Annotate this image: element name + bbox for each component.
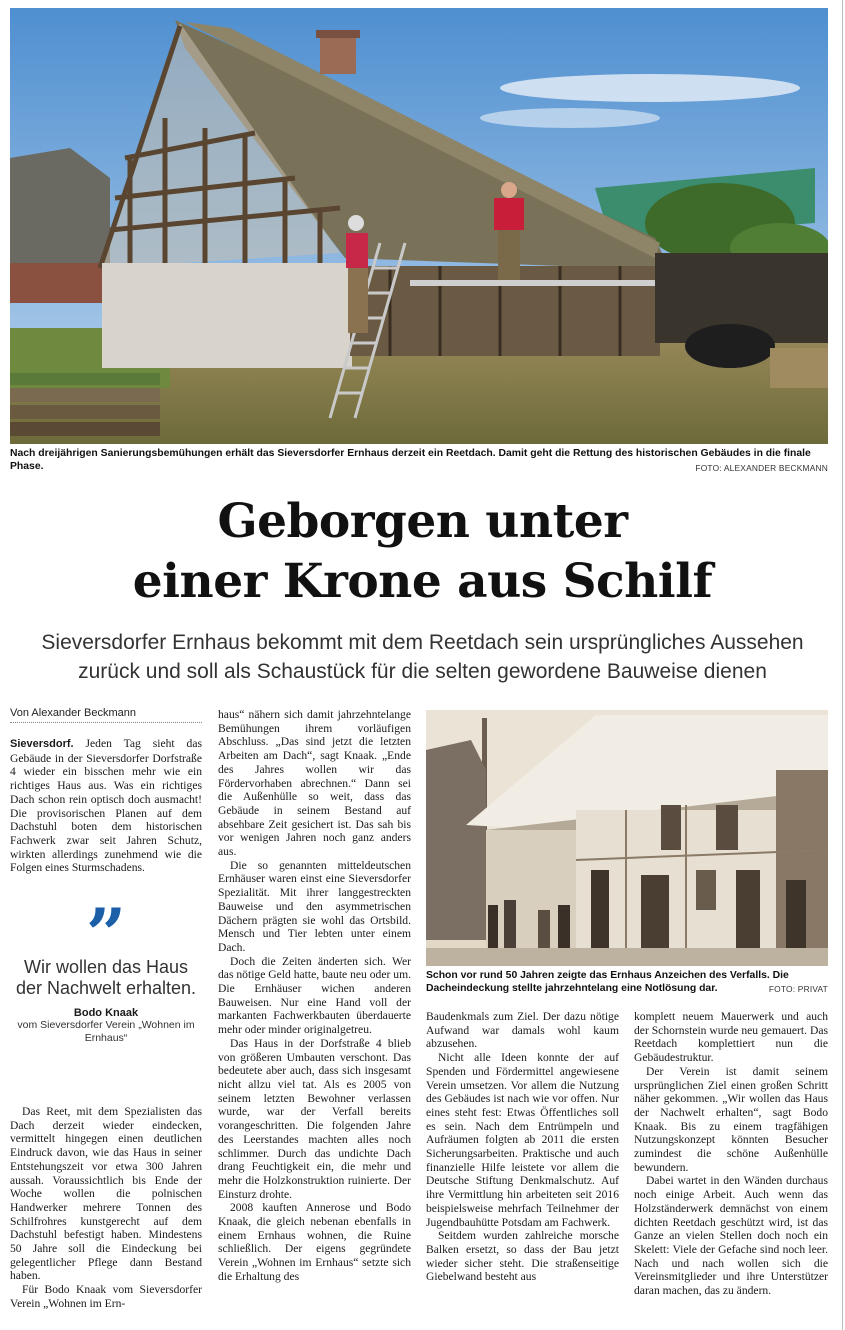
historic-photo-credit: FOTO: PRIVAT (768, 984, 828, 994)
quote-author: Bodo Knaak (73, 1007, 139, 1019)
article-column-1-continued (10, 1105, 202, 1311)
dateline: Sieversdorf. (10, 738, 74, 750)
paragraph: Doch die Zeiten änderten sich. Wer das nötige Geld hatte, baute neu oder um. Die Ernhäuser wichen anderen Bauweisen. Nur eine Hand voll der markanten Fachwerkbauten überdauerte mehr oder minder originalgetreu. (218, 954, 411, 1037)
paragraph: Für Bodo Knaak vom Sieversdorfer Verein „Wohnen im Ern- (10, 1283, 202, 1310)
article-column-2 (218, 708, 411, 1284)
paragraph: haus“ nähern sich damit jahrzehntelange Bemühungen ihrem vorläufigen Abschluss. „Das sind jetzt die letzten Arbeiten am Dach“, sagt Knaak. „Ende des Jahres wollen wir das Fördervorhaben abrechnen.“ Dann sei die Außenhülle so weit, dass das Gebäude in seinem Bestand auf absehbare Zeit gesichert ist. Das sah bis vor wenigen Jahren noch ganz anders aus. (218, 708, 411, 859)
top-photo-credit: FOTO: ALEXANDER BECKMANN (695, 463, 828, 473)
paragraph: komplett neuem Mauerwerk und auch der Schornstein wurde neu gemauert. Das Reetdach komplettiert nun die Gebäudestruktur. (634, 1010, 828, 1065)
paragraph: Die so genannten mitteldeutschen Ernhäuser waren einst eine Sieversdorfer Spezialität. Mit ihrer langgestreckten Bauweise und den asymmetrischen Dächern prägten sie wohl das Ortsbild. Mensch und Tier lebten unter einem Dach. (218, 858, 411, 954)
paragraph-text: Jeden Tag sieht das Gebäude in der Sieversdorfer Dorfstraße 4 wieder ein bisschen mehr wie ein richtiges Haus aus. Was ein richtiges Dach schon rein optisch doch ausmacht! Die provisorischen Planen auf dem Dachstuhl boten dem historischen Fachwerk zwar seit Jahren Schutz, wirkten allerdings zunehmend wie die Folgen eines Sturmschadens. (10, 737, 202, 875)
subheadline-line-1: Sieversdorfer Ernhaus bekommt mit dem Reetdach sein ursprüngliches Aussehen (41, 631, 804, 654)
quote-author-role: vom Sieversdorfer Verein „Wohnen im Ernhaus“ (17, 1019, 195, 1044)
paragraph: 2008 kauften Annerose und Bodo Knaak, die gleich nebenan ebenfalls in einem Ernhaus wohnen, die Ruine schließlich. Der eigens gegründete Verein „Wohnen im Ernhaus“ setzte sich die Erhaltung des (218, 1201, 411, 1283)
paragraph: Seitdem wurden zahlreiche morsche Balken ersetzt, so dass der Bau jetzt wieder sicher steht. Die straßenseitige Giebelwand besteht aus (426, 1229, 619, 1284)
article-column-3 (426, 1010, 619, 1284)
quote-mark-icon: ” (85, 905, 127, 949)
article-column-4 (634, 1010, 828, 1298)
pull-quote (10, 905, 202, 1045)
quote-text: Wir wollen das Haus der Nachwelt erhalten. (15, 957, 197, 998)
historic-photo (426, 710, 828, 966)
historic-photo-caption: Schon vor rund 50 Jahren zeigte das Ernhaus Anzeichen des Verfalls. Die Dacheindeckung stellte jahrzehntelang eine Notlösung dar. (426, 970, 789, 994)
subheadline (0, 628, 845, 686)
byline: Von Alexander Beckmann (10, 707, 202, 723)
paragraph: Der Verein ist damit seinem ursprünglichen Ziel einen großen Schritt näher gekommen. „Wir wollen das Haus der Nachwelt erhalten“, sagt Bodo Knaak. Bis zu einem tragfähigen Nutzungskonzept könnten Besucher zumindest die schöne Außenhülle bewundern. (634, 1064, 828, 1174)
paragraph: Das Reet, mit dem Spezialisten das Dach derzeit wieder eindecken, vermittelt hingegen einen deutlichen Eindruck davon, wie das Haus in seiner Entstehungszeit vor etwa 300 Jahren aussah. Voraussichtlich bis Ende der Woche wollen die polnischen Handwerker mehrere Tonnen des Schilfrohres kunstgerecht auf dem Dachstuhl befestigt haben. Mindestens 50 Jahre soll die Eindeckung bei gelegentlicher Pflege dann Bestand haben. (10, 1105, 202, 1283)
headline (0, 492, 845, 612)
paragraph: Baudenkmals zum Ziel. Der dazu nötige Aufwand war damals wohl kaum abzusehen. (426, 1010, 619, 1051)
paragraph: Nicht alle Ideen konnte der auf Spenden und Fördermittel angewiesene Verein umsetzen. Vor allem die Nutzung des Gebäudes ist nach wie vor offen. Nur eines steht fest: Etwas Öffentliches soll es sein. Nach dem Entrümpeln und Aufräumen folgten ab 2011 die ersten Sicherungsarbeiten. Praktische und auch finanzielle Hilfe leistete vor allem die Deutsche Stiftung Denkmalschutz. Auf ihre Vermittlung hin arbeiteten seit 2016 beispielsweise mehrfach Teilnehmer der Jugendbauhütte Potsdam am Fachwerk. (426, 1051, 619, 1229)
paragraph (10, 737, 202, 875)
top-photo (10, 8, 828, 444)
top-photo-caption: Nach dreijährigen Sanierungsbemühungen erhält das Sieversdorfer Ernhaus derzeit ein Reetdach. Damit geht die Rettung des historischen Gebäudes in die finale Phase. (10, 448, 811, 472)
headline-line-1: Geborgen unter (217, 494, 628, 549)
headline-line-2: einer Krone aus Schilf (132, 554, 713, 609)
subheadline-line-2: zurück und soll als Schaustück für die selten gewordene Bauweise dienen (78, 660, 767, 683)
paragraph: Das Haus in der Dorfstraße 4 blieb von größeren Umbauten verschont. Das bedeutete aber auch, dass sich insgesamt nicht allzu viel tat. Als es 2005 von seinem letzten Bewohner verlassen wurde, war der Verfall bereits vorangeschritten. Die folgenden Jahre des Leerstandes machten alles noch schlimmer. Durch das undichte Dach drang Feuchtigkeit ein, die mehr und mehr die Holzkonstruktion ruinierte. Der Einsturz drohte. (218, 1036, 411, 1201)
article-column-1 (10, 737, 202, 875)
page-edge-rule (842, 0, 843, 1330)
paragraph: Dabei wartet in den Wänden durchaus noch einige Arbeit. Auch wenn das Holzständerwerk demnächst von einem dichten Reetdach geschützt wird, ist das Ganze an vielen Stellen doch noch ein Skelett: Viele der Gefache sind noch leer. Nach und nach wollen sich die Vereinsmitglieder und ihre Unterstützer daran machen, das zu ändern. (634, 1174, 828, 1298)
